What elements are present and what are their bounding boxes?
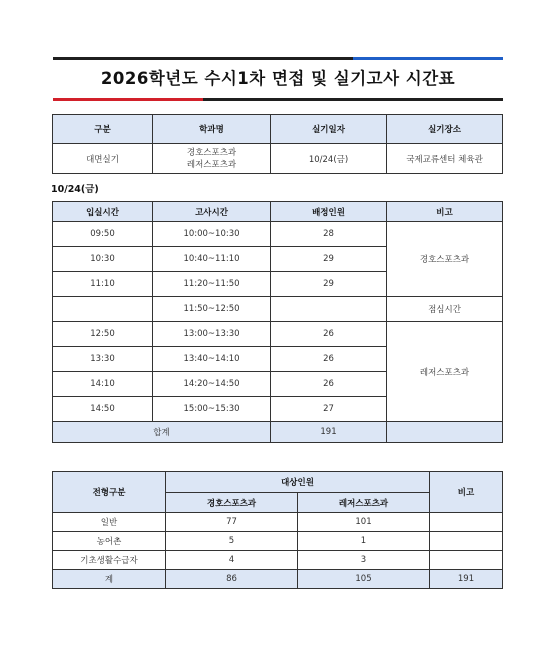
- header-target-count: 대상인원: [166, 472, 430, 493]
- cell-type: 대면실기: [53, 144, 153, 174]
- entry-time: 09:50: [53, 222, 153, 247]
- department-1: 경호스포츠과: [186, 147, 237, 158]
- total-remark: [387, 422, 503, 443]
- header-location: 실기장소: [387, 115, 503, 144]
- total-row: [53, 422, 503, 443]
- remark-group-2: 레저스포츠과: [387, 322, 503, 422]
- admission-type: 일반: [53, 513, 166, 532]
- quota-table: [52, 471, 503, 589]
- header-department: 학과명: [153, 115, 271, 144]
- dept-1-count: 5: [166, 532, 298, 551]
- remark-group-1: 경호스포츠과: [387, 222, 503, 297]
- total-label: 계: [53, 570, 166, 589]
- assigned-count: 26: [271, 347, 387, 372]
- exam-time: 11:50~12:50: [153, 297, 271, 322]
- exam-time: 10:00~10:30: [153, 222, 271, 247]
- header-type: 구분: [53, 115, 153, 144]
- entry-time: [53, 297, 153, 322]
- cell-departments: [153, 144, 271, 174]
- total-note: 191: [430, 570, 503, 589]
- entry-time: 11:10: [53, 272, 153, 297]
- schedule-date-label: 10/24(금): [51, 184, 99, 195]
- assigned-count: 26: [271, 322, 387, 347]
- table-row: [53, 297, 503, 322]
- assigned-count: 28: [271, 222, 387, 247]
- exam-time: 11:20~11:50: [153, 272, 271, 297]
- entry-time: 12:50: [53, 322, 153, 347]
- header-dept-1: 경호스포츠과: [166, 493, 298, 513]
- assigned-count: 29: [271, 272, 387, 297]
- cell-date: 10/24(금): [271, 144, 387, 174]
- note: [430, 513, 503, 532]
- total-count: 191: [271, 422, 387, 443]
- header-date: 실기일자: [271, 115, 387, 144]
- table-row: [53, 322, 503, 347]
- table-row: [53, 513, 503, 532]
- table-row: [53, 532, 503, 551]
- total-dept-1: 86: [166, 570, 298, 589]
- total-dept-2: 105: [298, 570, 430, 589]
- header-exam-time: 고사시간: [153, 202, 271, 222]
- header-assigned-count: 배정인원: [271, 202, 387, 222]
- assigned-count: 26: [271, 372, 387, 397]
- table-row: [53, 551, 503, 570]
- entry-time: 14:10: [53, 372, 153, 397]
- schedule-table: [52, 201, 503, 443]
- admission-type: 농어촌: [53, 532, 166, 551]
- header-note: 비고: [430, 472, 503, 513]
- total-row: [53, 570, 503, 589]
- entry-time: 10:30: [53, 247, 153, 272]
- title-bottom-bar: [53, 98, 503, 101]
- exam-time: 13:40~14:10: [153, 347, 271, 372]
- note: [430, 551, 503, 570]
- exam-time: 13:00~13:30: [153, 322, 271, 347]
- note: [430, 532, 503, 551]
- header-dept-2: 레저스포츠과: [298, 493, 430, 513]
- remark-lunch: 점심시간: [387, 297, 503, 322]
- assigned-count: 29: [271, 247, 387, 272]
- cell-location: 국제교류센터 체육관: [387, 144, 503, 174]
- dept-2-count: 3: [298, 551, 430, 570]
- page-title: 2026학년도 수시1차 면접 및 실기고사 시간표: [100, 69, 456, 88]
- title-block: [53, 57, 503, 101]
- header-entry-time: 입실시간: [53, 202, 153, 222]
- assigned-count: [271, 297, 387, 322]
- entry-time: 13:30: [53, 347, 153, 372]
- dept-1-count: 77: [166, 513, 298, 532]
- dept-2-count: 101: [298, 513, 430, 532]
- dept-2-count: 1: [298, 532, 430, 551]
- exam-time: 10:40~11:10: [153, 247, 271, 272]
- department-2: 레저스포츠과: [186, 159, 237, 170]
- header-remarks: 비고: [387, 202, 503, 222]
- entry-time: 14:50: [53, 397, 153, 422]
- assigned-count: 27: [271, 397, 387, 422]
- exam-time: 15:00~15:30: [153, 397, 271, 422]
- exam-time: 14:20~14:50: [153, 372, 271, 397]
- dept-1-count: 4: [166, 551, 298, 570]
- total-label: 합계: [53, 422, 271, 443]
- table-row: [53, 222, 503, 247]
- summary-table: [52, 114, 503, 174]
- admission-type: 기초생활수급자: [53, 551, 166, 570]
- header-admission-type: 전형구분: [53, 472, 166, 513]
